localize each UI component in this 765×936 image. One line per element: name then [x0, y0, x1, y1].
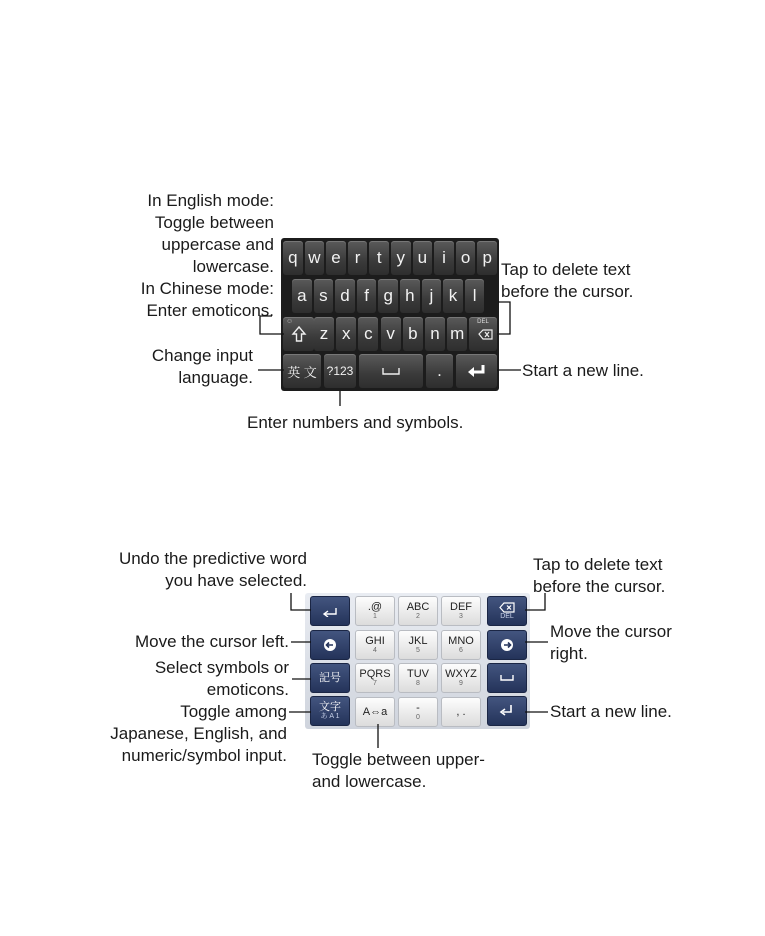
key-main-label: DEF	[450, 601, 472, 613]
space-icon	[381, 366, 401, 376]
input-mode-key[interactable]	[310, 696, 350, 726]
key-6[interactable]	[441, 630, 481, 660]
undo-key[interactable]	[310, 596, 350, 626]
key-main-label: MNO	[448, 634, 474, 647]
cursor-left-caption: Move the cursor left.	[134, 632, 289, 651]
key-n[interactable]: n	[425, 317, 445, 351]
key-sub-label: 4	[373, 646, 377, 654]
delete-key-caption: Tap to delete text before the cursor.	[501, 260, 634, 301]
key-7[interactable]	[355, 663, 395, 693]
undo-icon	[321, 605, 339, 617]
shift-key[interactable]	[283, 317, 314, 351]
numbers-symbols-key[interactable]: ?123	[324, 354, 356, 388]
key-sub-label: 3	[459, 613, 463, 620]
cursor-right-key[interactable]	[487, 630, 527, 660]
key-sub-label: 8	[416, 680, 420, 687]
enter-icon	[466, 363, 488, 379]
key-main-label: .@	[367, 601, 383, 613]
key-k[interactable]: k	[443, 279, 463, 313]
space-icon	[499, 674, 515, 682]
delete-key-caption-2: Tap to delete text before the cursor.	[533, 555, 666, 596]
language-key-caption: Change input language.	[151, 346, 253, 387]
key-w[interactable]: w	[305, 241, 325, 275]
period-key[interactable]: .	[426, 354, 453, 388]
key-a[interactable]: a	[292, 279, 312, 313]
case-toggle-caption: Toggle between upper- and lowercase.	[312, 750, 485, 791]
key-2[interactable]	[398, 596, 438, 626]
space-key[interactable]	[487, 663, 527, 693]
delete-key-label: DEL	[500, 612, 514, 620]
undo-key-caption: Undo the predictive word you have selected.	[118, 549, 307, 590]
key-main-label: TUV	[407, 668, 429, 680]
keyboard-japanese	[305, 593, 530, 729]
key-f[interactable]: f	[357, 279, 377, 313]
key-c[interactable]: c	[358, 317, 378, 351]
key-b[interactable]: b	[403, 317, 423, 351]
backspace-icon	[499, 602, 515, 613]
key-s[interactable]: s	[314, 279, 334, 313]
delete-key[interactable]	[487, 596, 527, 626]
key-d[interactable]: d	[335, 279, 355, 313]
enter-key-caption: Start a new line.	[522, 361, 644, 380]
backspace-icon	[472, 324, 494, 344]
key-main-label: GHI	[365, 634, 385, 647]
key-i[interactable]: i	[434, 241, 454, 275]
key-9[interactable]	[441, 663, 481, 693]
cursor-right-caption: Move the cursor right.	[550, 622, 672, 663]
emoticon-hint-icon: ☺	[286, 318, 294, 325]
key-sub-label: 9	[459, 680, 463, 687]
keyboard-english-chinese	[281, 238, 499, 391]
enter-key-caption-2: Start a new line.	[550, 702, 672, 721]
delete-key-label: DEL	[477, 319, 489, 325]
key-1[interactable]	[355, 596, 395, 626]
key-sub-label: 0	[416, 713, 420, 721]
key-sub-label: 1	[373, 613, 377, 620]
key-y[interactable]: y	[391, 241, 411, 275]
cursor-left-key[interactable]	[310, 630, 350, 660]
key-4[interactable]	[355, 630, 395, 660]
key-z[interactable]: z	[314, 317, 334, 351]
arrow-right-icon	[500, 638, 514, 652]
key-main-label: JKL	[408, 634, 428, 647]
key-v[interactable]: v	[381, 317, 401, 351]
key-main-label: -	[416, 701, 420, 714]
key-g[interactable]: g	[378, 279, 398, 313]
key-p[interactable]: p	[477, 241, 497, 275]
enter-key[interactable]	[456, 354, 497, 388]
key-sub-label: 6	[459, 646, 463, 654]
key-12[interactable]	[441, 697, 481, 727]
shift-icon	[291, 325, 307, 343]
key-x[interactable]: x	[336, 317, 356, 351]
input-mode-key-label: 文字	[319, 701, 341, 713]
key-8[interactable]	[398, 663, 438, 693]
key-e[interactable]: e	[326, 241, 346, 275]
key-main-label: ABC	[406, 601, 430, 613]
language-key[interactable]: 英 文	[283, 354, 321, 388]
key-j[interactable]: j	[422, 279, 442, 313]
key-sub-label: 5	[416, 646, 420, 654]
key-3[interactable]	[441, 596, 481, 626]
arrow-left-icon	[323, 638, 337, 652]
key-t[interactable]: t	[369, 241, 389, 275]
symbols-key-label: 記号	[319, 672, 341, 684]
shift-key-caption: In English mode: Toggle between uppercase and lowercase. In Chinese mode: Enter emoticons.	[140, 191, 274, 320]
key-r[interactable]: r	[348, 241, 368, 275]
enter-key[interactable]	[487, 696, 527, 726]
key-5[interactable]	[398, 630, 438, 660]
delete-key[interactable]	[469, 317, 497, 351]
key-o[interactable]: o	[456, 241, 476, 275]
symbols-key-caption: Select symbols or emoticons.	[154, 658, 289, 699]
key-main-label: WXYZ	[445, 668, 477, 680]
key-main-label: PQRS	[359, 668, 391, 680]
key-u[interactable]: u	[413, 241, 433, 275]
space-key[interactable]	[359, 354, 423, 388]
key-10[interactable]	[355, 697, 395, 727]
key-m[interactable]: m	[447, 317, 467, 351]
symbols-key[interactable]	[310, 663, 350, 693]
key-sub-label: 7	[373, 680, 377, 687]
key-main-label: A⇔a	[362, 705, 388, 718]
key-q[interactable]: q	[283, 241, 303, 275]
enter-icon	[498, 704, 516, 718]
input-mode-caption: Toggle among Japanese, English, and numeric/symbol input.	[110, 702, 287, 765]
key-11[interactable]	[398, 697, 438, 727]
key-l[interactable]: l	[465, 279, 485, 313]
input-mode-key-sub: あ A 1	[320, 713, 340, 720]
key-main-label: , .	[456, 705, 466, 718]
key-h[interactable]: h	[400, 279, 420, 313]
key-sub-label: 2	[416, 613, 420, 620]
numbers-key-caption: Enter numbers and symbols.	[247, 413, 464, 432]
